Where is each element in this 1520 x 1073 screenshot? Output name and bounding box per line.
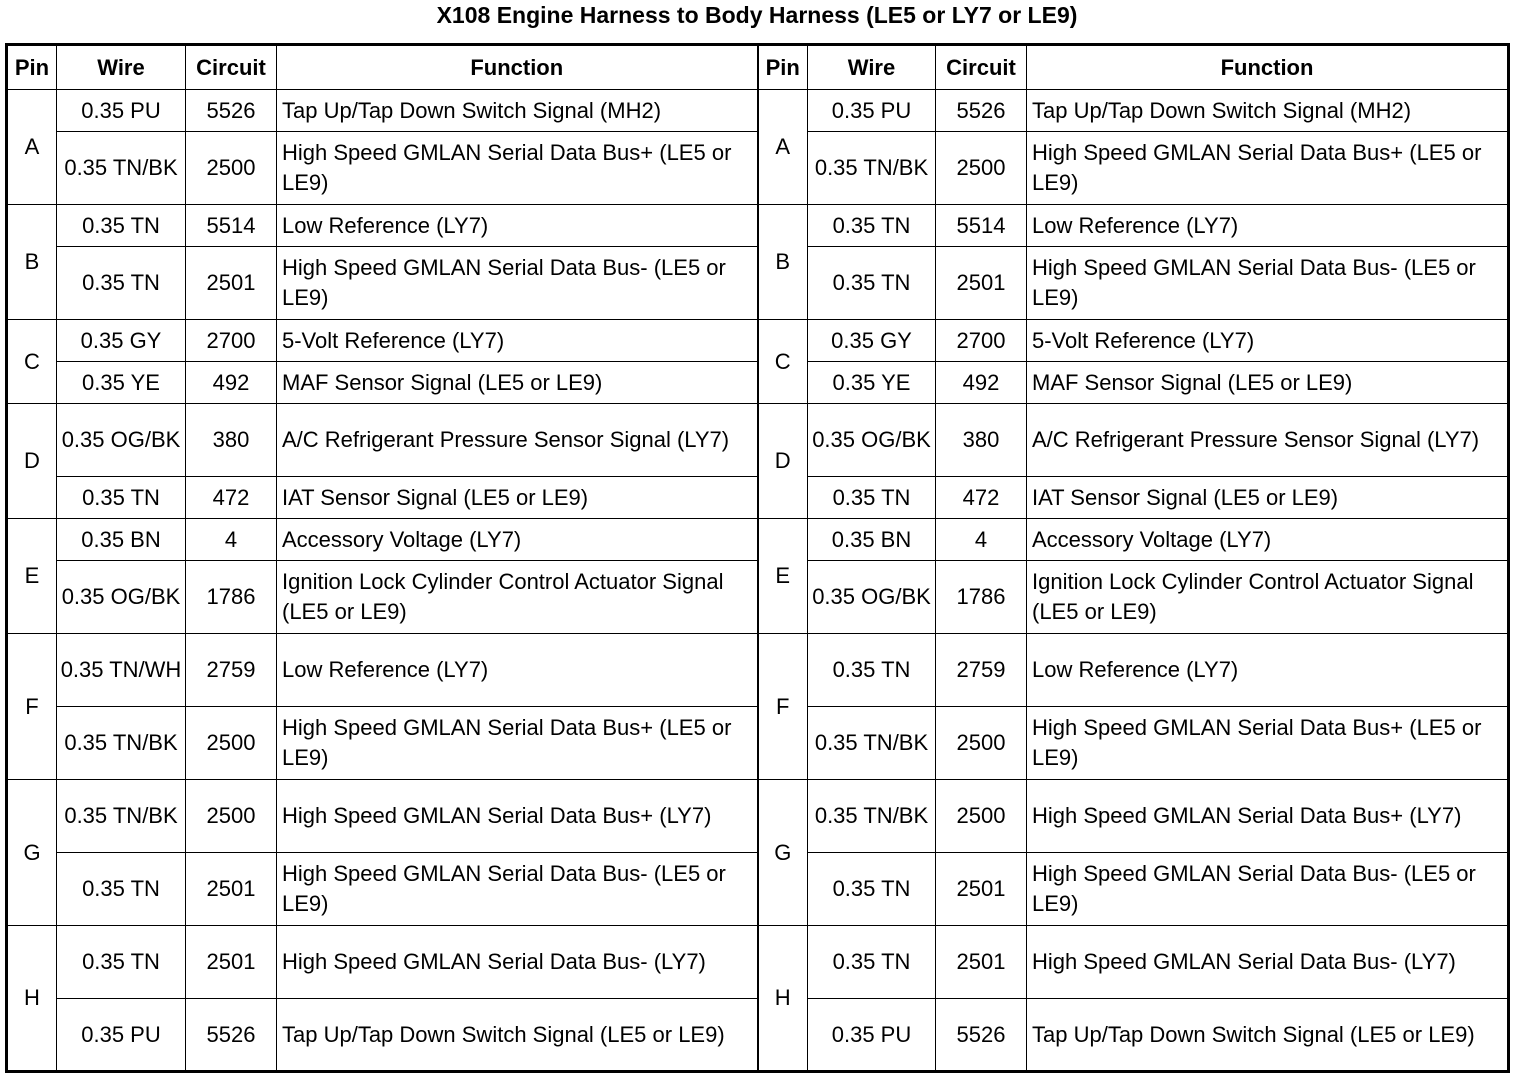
- connector-pinout-table: [5, 43, 1510, 1073]
- header-pin-left: Pin: [7, 45, 57, 90]
- wire-cell-right: 0.35 TN/BK: [808, 132, 936, 205]
- function-cell-left: High Speed GMLAN Serial Data Bus+ (LE5 or LE9): [277, 707, 758, 780]
- header-pin-right: Pin: [758, 45, 808, 90]
- function-cell-right: Accessory Voltage (LY7): [1027, 519, 1509, 561]
- circuit-cell-right: 492: [936, 362, 1027, 404]
- function-cell-right: High Speed GMLAN Serial Data Bus+ (LY7): [1027, 780, 1509, 853]
- header-wire-right: Wire: [808, 45, 936, 90]
- header-circuit-left: Circuit: [186, 45, 277, 90]
- wire-cell-left: 0.35 BN: [57, 519, 186, 561]
- function-cell-left: Low Reference (LY7): [277, 205, 758, 247]
- function-cell-right: 5-Volt Reference (LY7): [1027, 320, 1509, 362]
- function-cell-left: Ignition Lock Cylinder Control Actuator Signal (LE5 or LE9): [277, 561, 758, 634]
- header-function-left: Function: [277, 45, 758, 90]
- table-row: [7, 519, 1509, 561]
- pin-cell-right: H: [758, 926, 808, 1072]
- circuit-cell-left: 492: [186, 362, 277, 404]
- circuit-cell-right: 4: [936, 519, 1027, 561]
- function-cell-left: High Speed GMLAN Serial Data Bus- (LY7): [277, 926, 758, 999]
- wire-cell-right: 0.35 GY: [808, 320, 936, 362]
- circuit-cell-right: 2501: [936, 853, 1027, 926]
- circuit-cell-right: 380: [936, 404, 1027, 477]
- wire-cell-left: 0.35 TN: [57, 247, 186, 320]
- circuit-cell-right: 2759: [936, 634, 1027, 707]
- wire-cell-right: 0.35 TN: [808, 477, 936, 519]
- circuit-cell-right: 5526: [936, 999, 1027, 1072]
- wire-cell-left: 0.35 TN: [57, 853, 186, 926]
- wire-cell-left: 0.35 TN: [57, 477, 186, 519]
- circuit-cell-right: 5514: [936, 205, 1027, 247]
- pin-cell-right: A: [758, 90, 808, 205]
- circuit-cell-right: 2500: [936, 132, 1027, 205]
- wire-cell-right: 0.35 YE: [808, 362, 936, 404]
- function-cell-left: MAF Sensor Signal (LE5 or LE9): [277, 362, 758, 404]
- function-cell-right: Tap Up/Tap Down Switch Signal (MH2): [1027, 90, 1509, 132]
- function-cell-right: High Speed GMLAN Serial Data Bus- (LY7): [1027, 926, 1509, 999]
- circuit-cell-right: 2700: [936, 320, 1027, 362]
- function-cell-right: High Speed GMLAN Serial Data Bus+ (LE5 or LE9): [1027, 707, 1509, 780]
- wire-cell-right: 0.35 BN: [808, 519, 936, 561]
- wire-cell-left: 0.35 GY: [57, 320, 186, 362]
- pin-cell-right: D: [758, 404, 808, 519]
- wire-cell-left: 0.35 TN/BK: [57, 780, 186, 853]
- table-row: [7, 205, 1509, 247]
- function-cell-left: Accessory Voltage (LY7): [277, 519, 758, 561]
- function-cell-left: 5-Volt Reference (LY7): [277, 320, 758, 362]
- circuit-cell-right: 2501: [936, 247, 1027, 320]
- wire-cell-right: 0.35 TN: [808, 634, 936, 707]
- function-cell-left: Tap Up/Tap Down Switch Signal (MH2): [277, 90, 758, 132]
- circuit-cell-right: 2500: [936, 707, 1027, 780]
- function-cell-right: MAF Sensor Signal (LE5 or LE9): [1027, 362, 1509, 404]
- pin-cell-left: F: [7, 634, 57, 780]
- wire-cell-right: 0.35 TN/BK: [808, 707, 936, 780]
- function-cell-left: A/C Refrigerant Pressure Sensor Signal (LY7): [277, 404, 758, 477]
- table-row: [7, 90, 1509, 132]
- header-function-right: Function: [1027, 45, 1509, 90]
- circuit-cell-right: 2500: [936, 780, 1027, 853]
- wire-cell-right: 0.35 OG/BK: [808, 404, 936, 477]
- wire-cell-right: 0.35 OG/BK: [808, 561, 936, 634]
- wire-cell-right: 0.35 TN: [808, 926, 936, 999]
- function-cell-right: High Speed GMLAN Serial Data Bus- (LE5 or LE9): [1027, 247, 1509, 320]
- wire-cell-left: 0.35 TN/BK: [57, 132, 186, 205]
- pin-cell-right: G: [758, 780, 808, 926]
- circuit-cell-left: 472: [186, 477, 277, 519]
- wire-cell-left: 0.35 TN: [57, 205, 186, 247]
- pin-cell-right: C: [758, 320, 808, 404]
- circuit-cell-left: 2500: [186, 707, 277, 780]
- circuit-cell-right: 472: [936, 477, 1027, 519]
- function-cell-right: Tap Up/Tap Down Switch Signal (LE5 or LE9): [1027, 999, 1509, 1072]
- function-cell-right: High Speed GMLAN Serial Data Bus+ (LE5 or LE9): [1027, 132, 1509, 205]
- circuit-cell-left: 4: [186, 519, 277, 561]
- circuit-cell-left: 2500: [186, 780, 277, 853]
- wire-cell-right: 0.35 TN/BK: [808, 780, 936, 853]
- circuit-cell-right: 1786: [936, 561, 1027, 634]
- function-cell-right: Low Reference (LY7): [1027, 634, 1509, 707]
- header-wire-left: Wire: [57, 45, 186, 90]
- wire-cell-left: 0.35 OG/BK: [57, 404, 186, 477]
- pin-cell-left: D: [7, 404, 57, 519]
- wire-cell-left: 0.35 TN: [57, 926, 186, 999]
- function-cell-left: High Speed GMLAN Serial Data Bus+ (LY7): [277, 780, 758, 853]
- function-cell-left: Low Reference (LY7): [277, 634, 758, 707]
- circuit-cell-left: 5526: [186, 999, 277, 1072]
- function-cell-right: Ignition Lock Cylinder Control Actuator Signal (LE5 or LE9): [1027, 561, 1509, 634]
- pin-cell-right: B: [758, 205, 808, 320]
- wire-cell-left: 0.35 TN/BK: [57, 707, 186, 780]
- wire-cell-left: 0.35 YE: [57, 362, 186, 404]
- table-row: [7, 780, 1509, 853]
- circuit-cell-left: 1786: [186, 561, 277, 634]
- wire-cell-left: 0.35 TN/WH: [57, 634, 186, 707]
- function-cell-left: Tap Up/Tap Down Switch Signal (LE5 or LE9): [277, 999, 758, 1072]
- pin-cell-right: E: [758, 519, 808, 634]
- wire-cell-left: 0.35 PU: [57, 90, 186, 132]
- function-cell-right: IAT Sensor Signal (LE5 or LE9): [1027, 477, 1509, 519]
- function-cell-left: IAT Sensor Signal (LE5 or LE9): [277, 477, 758, 519]
- header-row: [7, 45, 1509, 90]
- wire-cell-right: 0.35 TN: [808, 205, 936, 247]
- pin-cell-left: E: [7, 519, 57, 634]
- function-cell-right: A/C Refrigerant Pressure Sensor Signal (LY7): [1027, 404, 1509, 477]
- pin-cell-left: G: [7, 780, 57, 926]
- wire-cell-right: 0.35 PU: [808, 999, 936, 1072]
- pin-cell-left: H: [7, 926, 57, 1072]
- circuit-cell-right: 2501: [936, 926, 1027, 999]
- function-cell-left: High Speed GMLAN Serial Data Bus- (LE5 or LE9): [277, 247, 758, 320]
- pin-cell-left: B: [7, 205, 57, 320]
- function-cell-right: Low Reference (LY7): [1027, 205, 1509, 247]
- circuit-cell-left: 5526: [186, 90, 277, 132]
- circuit-cell-left: 2700: [186, 320, 277, 362]
- circuit-cell-left: 2500: [186, 132, 277, 205]
- table-row: [7, 926, 1509, 999]
- wire-cell-left: 0.35 PU: [57, 999, 186, 1072]
- header-circuit-right: Circuit: [936, 45, 1027, 90]
- wire-cell-right: 0.35 TN: [808, 247, 936, 320]
- circuit-cell-left: 2501: [186, 926, 277, 999]
- wire-cell-right: 0.35 TN: [808, 853, 936, 926]
- circuit-cell-left: 5514: [186, 205, 277, 247]
- table-row: [7, 404, 1509, 477]
- circuit-cell-right: 5526: [936, 90, 1027, 132]
- circuit-cell-left: 2501: [186, 247, 277, 320]
- circuit-cell-left: 2501: [186, 853, 277, 926]
- table-body: [7, 90, 1509, 1072]
- table-row: [7, 634, 1509, 707]
- pin-cell-left: A: [7, 90, 57, 205]
- function-cell-right: High Speed GMLAN Serial Data Bus- (LE5 or LE9): [1027, 853, 1509, 926]
- pin-cell-right: F: [758, 634, 808, 780]
- function-cell-left: High Speed GMLAN Serial Data Bus+ (LE5 or LE9): [277, 132, 758, 205]
- page-title: X108 Engine Harness to Body Harness (LE5 or LY7 or LE9): [436, 2, 1078, 28]
- circuit-cell-left: 380: [186, 404, 277, 477]
- table-row: [7, 320, 1509, 362]
- wire-cell-left: 0.35 OG/BK: [57, 561, 186, 634]
- function-cell-left: High Speed GMLAN Serial Data Bus- (LE5 or LE9): [277, 853, 758, 926]
- wire-cell-right: 0.35 PU: [808, 90, 936, 132]
- circuit-cell-left: 2759: [186, 634, 277, 707]
- pin-cell-left: C: [7, 320, 57, 404]
